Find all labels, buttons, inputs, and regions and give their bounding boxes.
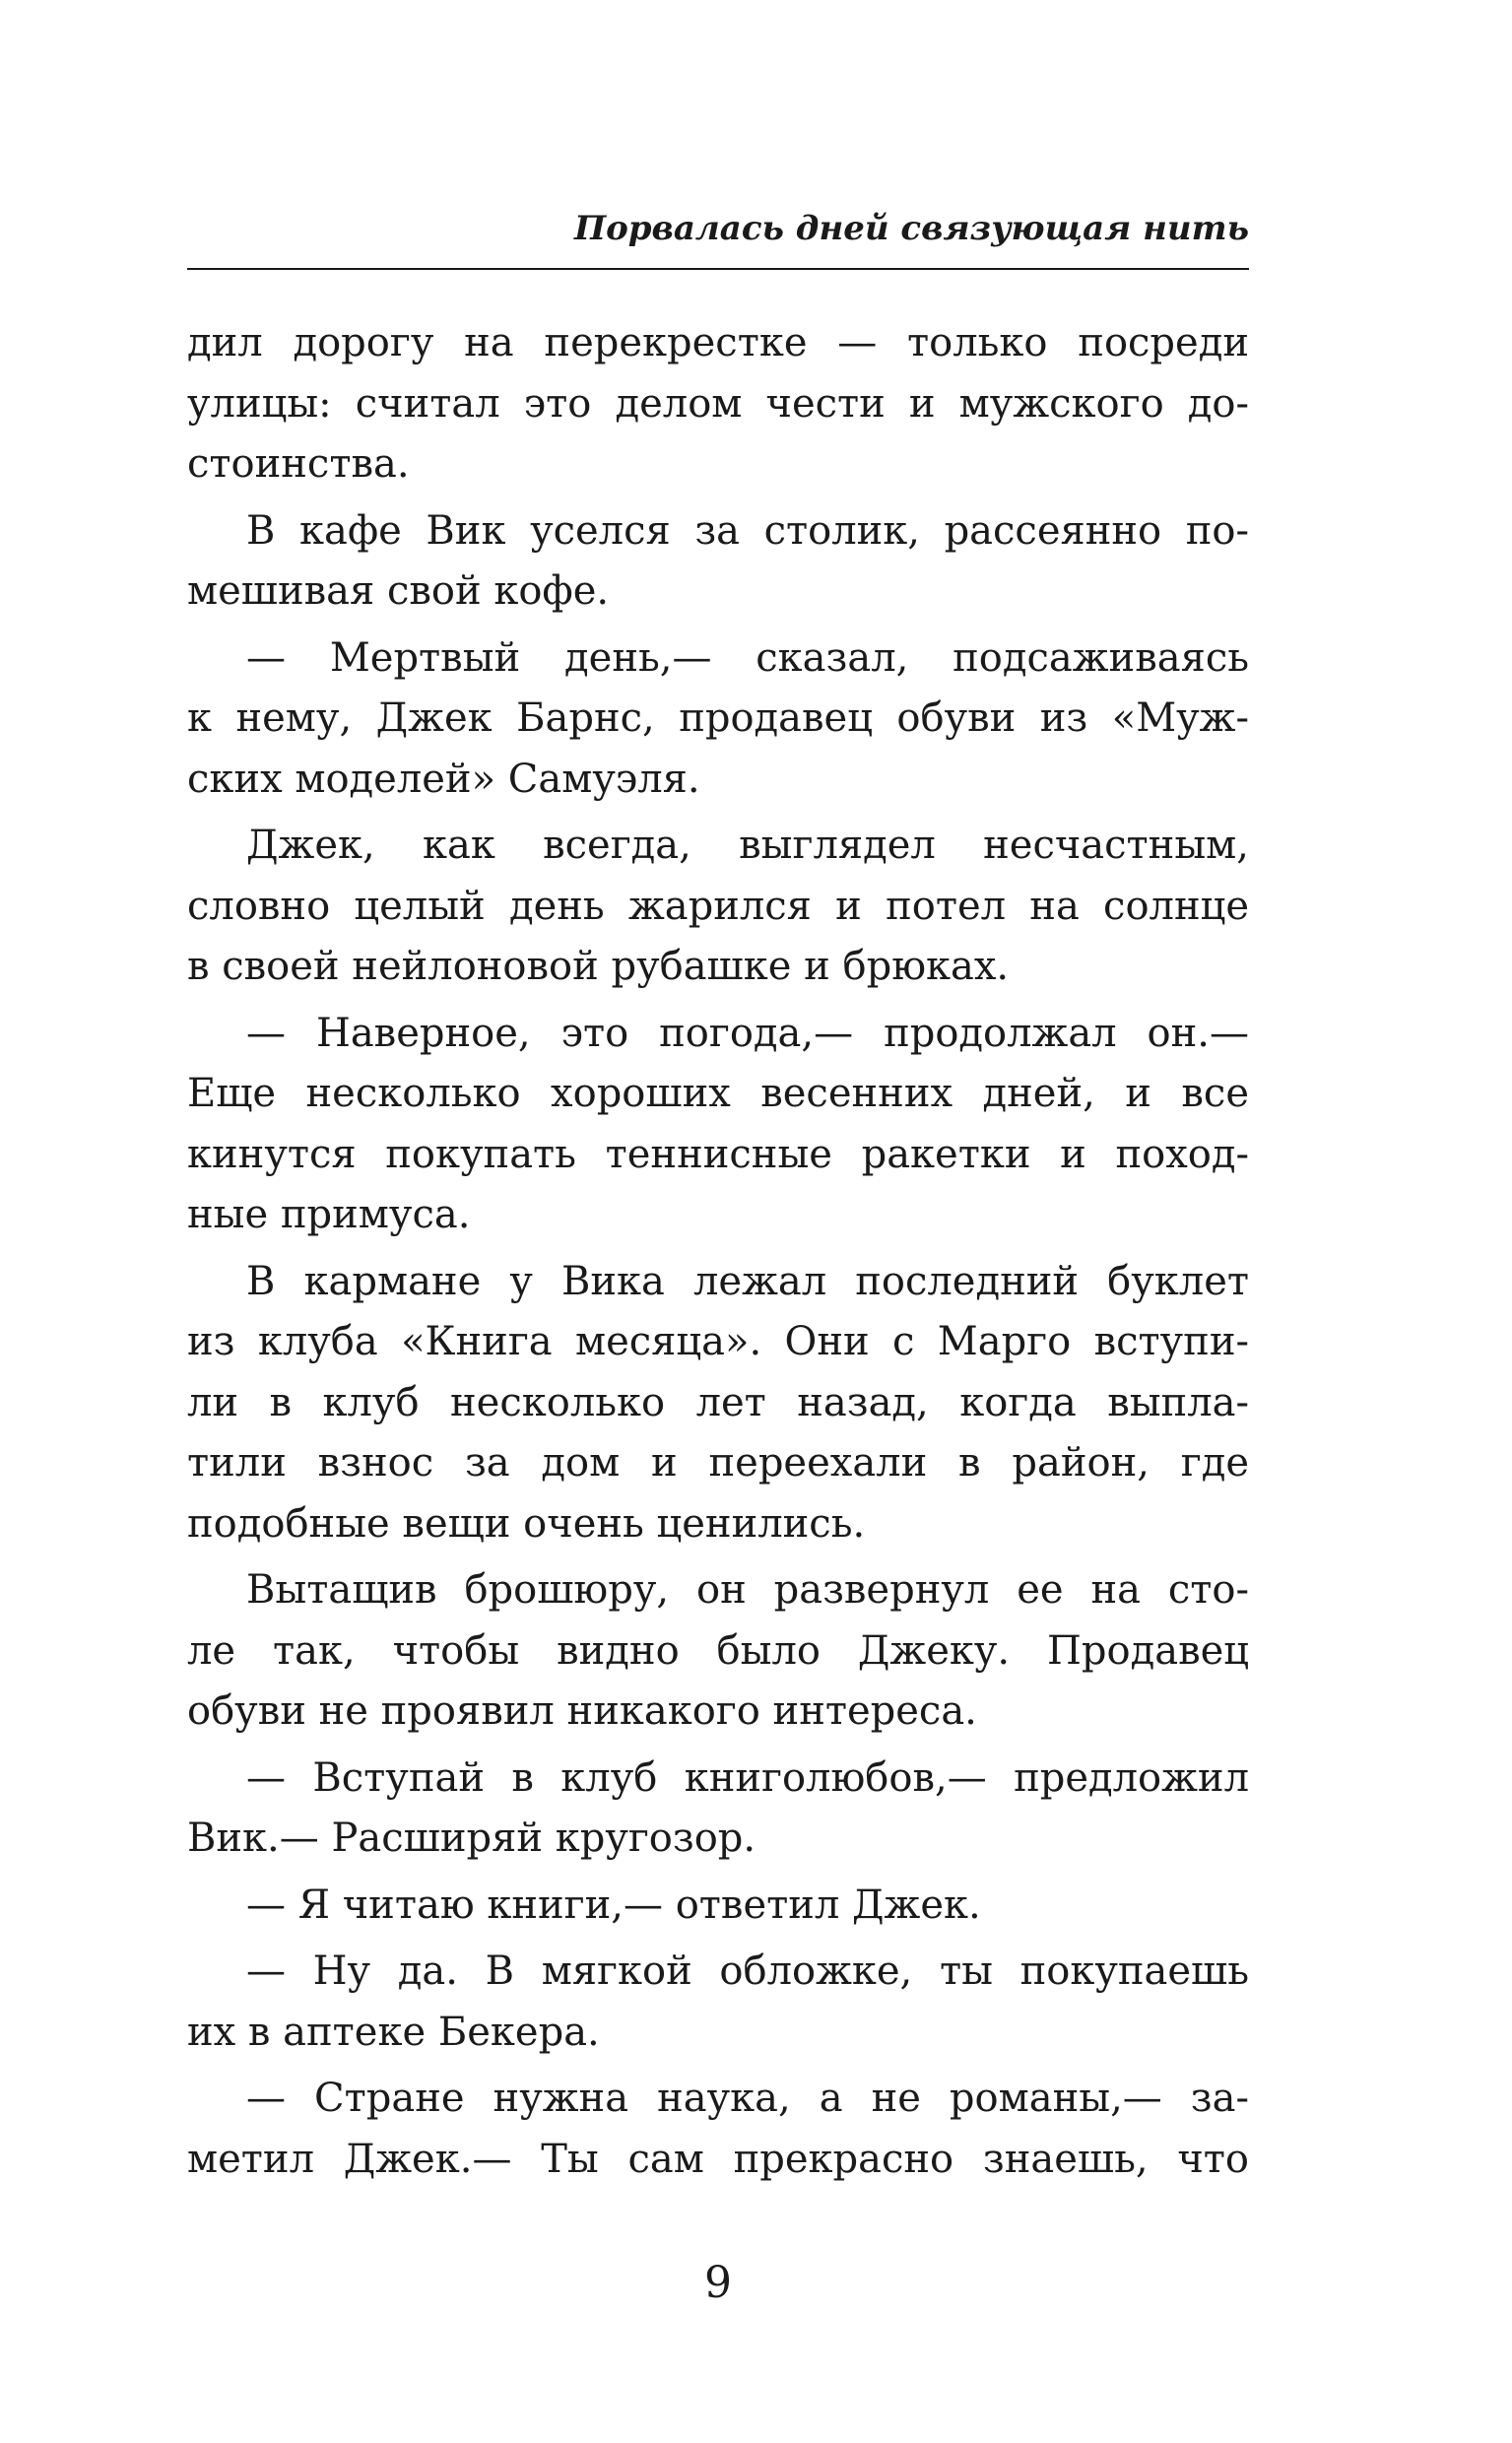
- text-line: — Наверное, это погода,— продолжал он.—: [246, 1010, 1249, 1056]
- text-line: обуви не проявил никакого интереса.: [187, 1688, 977, 1734]
- text-line: ные примуса.: [187, 1192, 471, 1237]
- body-text: [187, 313, 1249, 2196]
- text-line: ских моделей» Самуэля.: [187, 756, 700, 802]
- text-line: Джек, как всегда, выглядел несчастным,: [246, 823, 1249, 868]
- page-number: 9: [704, 2258, 732, 2308]
- text-line: ли в клуб несколько лет назад, когда выпла-: [187, 1379, 1249, 1425]
- paragraph: [187, 1942, 1249, 2063]
- text-line: стоинства.: [187, 441, 410, 487]
- header-rule: [187, 268, 1249, 270]
- text-line: метил Джек.— Ты сам прекрасно знаешь, что: [187, 2136, 1249, 2182]
- paragraph: [187, 501, 1249, 623]
- paragraph: [187, 2069, 1249, 2190]
- paragraph: [187, 816, 1249, 998]
- text-line: дил дорогу на перекрестке — только посреди: [187, 320, 1249, 365]
- text-line: Вытащив брошюру, он развернул ее на сто-: [246, 1567, 1249, 1613]
- text-line: Еще несколько хороших весенних дней, и все: [187, 1071, 1249, 1116]
- text-line: мешивая свой кофе.: [187, 568, 610, 614]
- text-line: их в аптеке Бекера.: [187, 2009, 600, 2055]
- text-line: в своей нейлоновой рубашке и брюках.: [187, 944, 1010, 989]
- text-line: — Я читаю книги,— ответил Джек.: [246, 1882, 981, 1928]
- text-line: из клуба «Книга месяца». Они с Марго вступи-: [187, 1319, 1249, 1364]
- text-line: улицы: считал это делом чести и мужского до-: [187, 380, 1249, 427]
- text-line: В кармане у Вика лежал последний буклет: [246, 1258, 1249, 1304]
- paragraph: [187, 1004, 1249, 1246]
- text-line: — Мертвый день,— сказал, подсаживаясь: [246, 634, 1249, 681]
- paragraph: [187, 1749, 1249, 1870]
- text-line: — Ну да. В мягкой обложке, ты покупаешь: [246, 1948, 1249, 1994]
- paragraph: [187, 313, 1249, 495]
- text-line: ле так, чтобы видно было Джеку. Продавец: [187, 1627, 1249, 1674]
- text-line: словно целый день жарился и потел на солнце: [187, 883, 1249, 929]
- paragraph: [187, 1252, 1249, 1555]
- text-line: к нему, Джек Барнс, продавец обуви из «Муж-: [187, 695, 1249, 741]
- text-line: В кафе Вик уселся за столик, рассеянно по-: [246, 507, 1249, 554]
- running-head: Порвалась дней связующая нить: [573, 209, 1249, 248]
- text-line: подобные вещи очень ценились.: [187, 1500, 866, 1547]
- text-line: тили взнос за дом и переехали в район, где: [187, 1440, 1249, 1486]
- text-line: Вик.— Расширяй кругозор.: [187, 1816, 756, 1861]
- text-line: — Стране нужна наука, а не романы,— за-: [246, 2076, 1249, 2121]
- text-line: — Вступай в клуб книголюбов,— предложил: [246, 1754, 1249, 1801]
- text-line: кинутся покупать теннисные ракетки и поход-: [187, 1131, 1249, 1177]
- paragraph: [187, 628, 1249, 811]
- paragraph: [187, 1876, 1249, 1937]
- paragraph: [187, 1560, 1249, 1743]
